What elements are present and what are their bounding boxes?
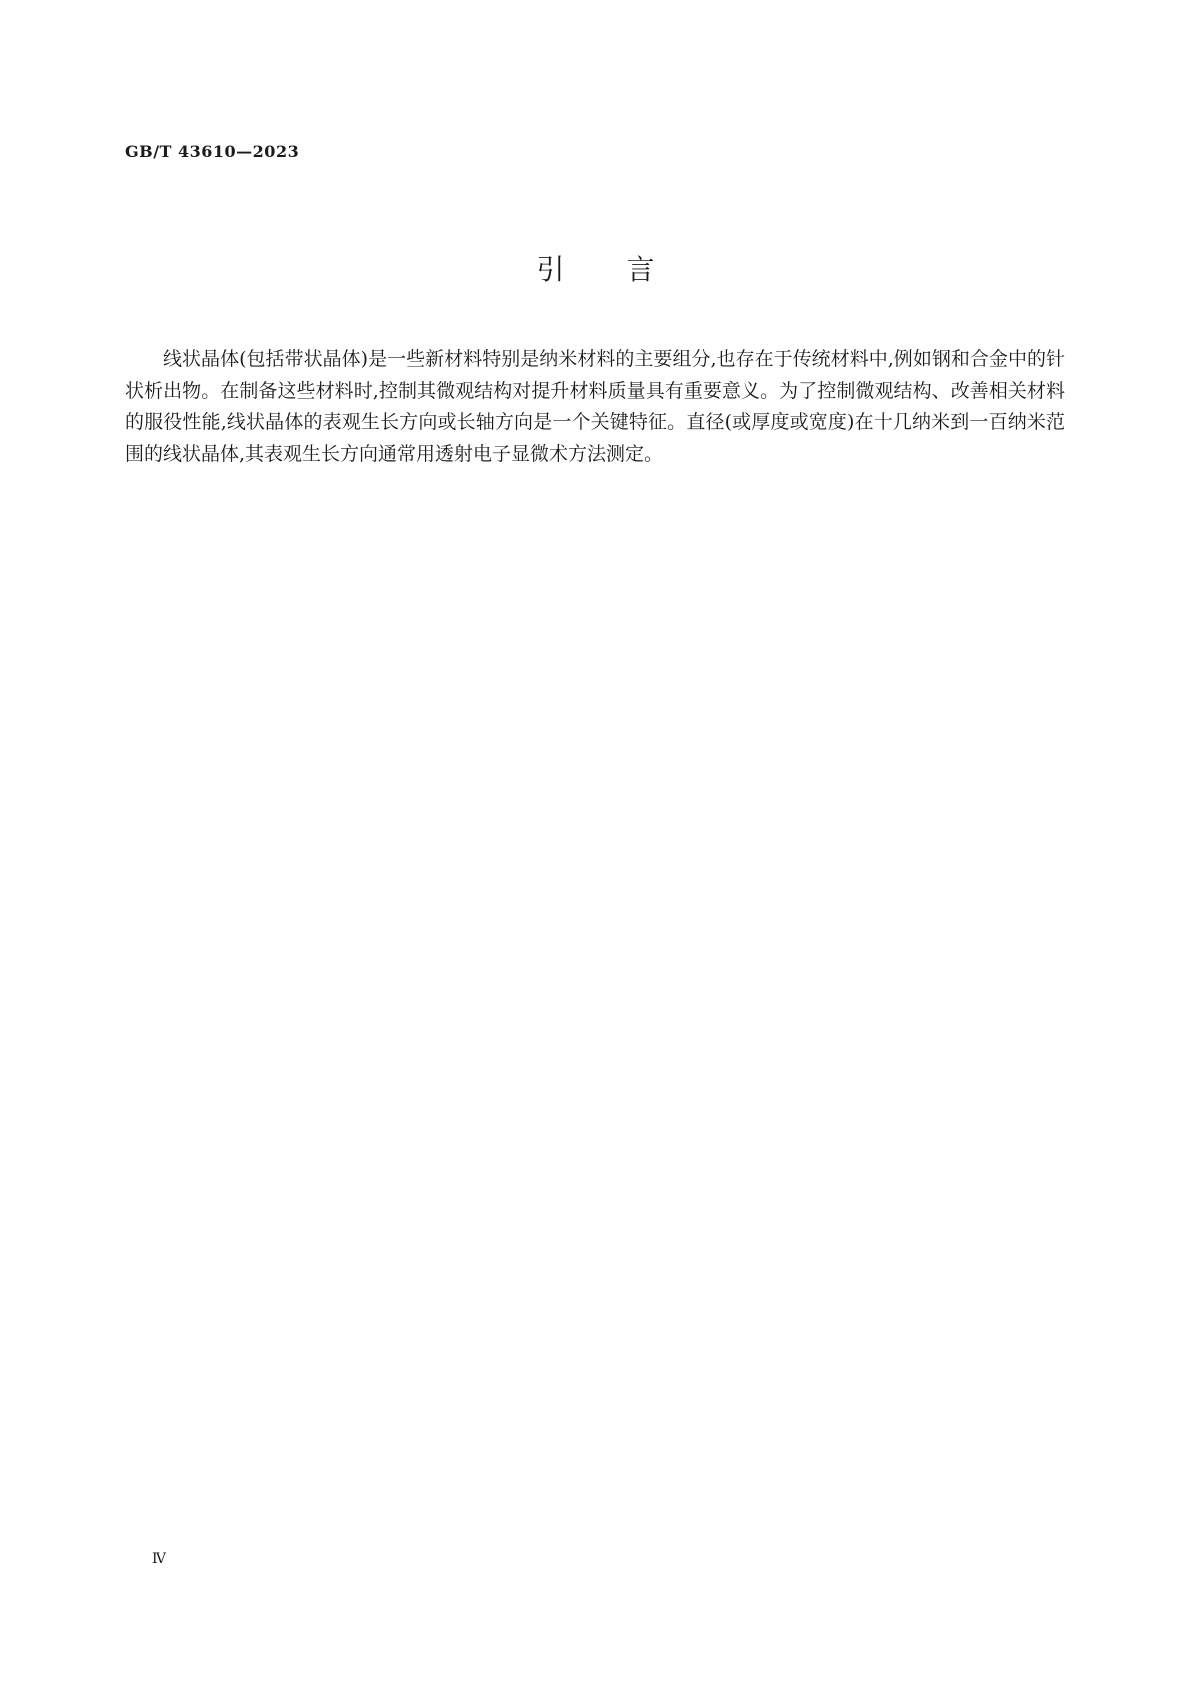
intro-paragraph: 线状晶体(包括带状晶体)是一些新材料特别是纳米材料的主要组分,也存在于传统材料中,例如钢和合金中的针状析出物。在制备这些材料时,控制其微观结构对提升材料质量具有重要意义。为了控制微观结构、改善相关材料的服役性能,线状晶体的表观生长方向或长轴方向是一个关键特征。直径(或厚度或宽度)在十几纳米到一百纳米范围的线状晶体,其表观生长方向通常用透射电子显微术方法测定。	[125, 348, 1065, 465]
standard-code: GB/T 43610—2023	[125, 142, 300, 161]
section-title: 引言	[536, 253, 717, 286]
page-number: Ⅳ	[152, 1551, 166, 1567]
